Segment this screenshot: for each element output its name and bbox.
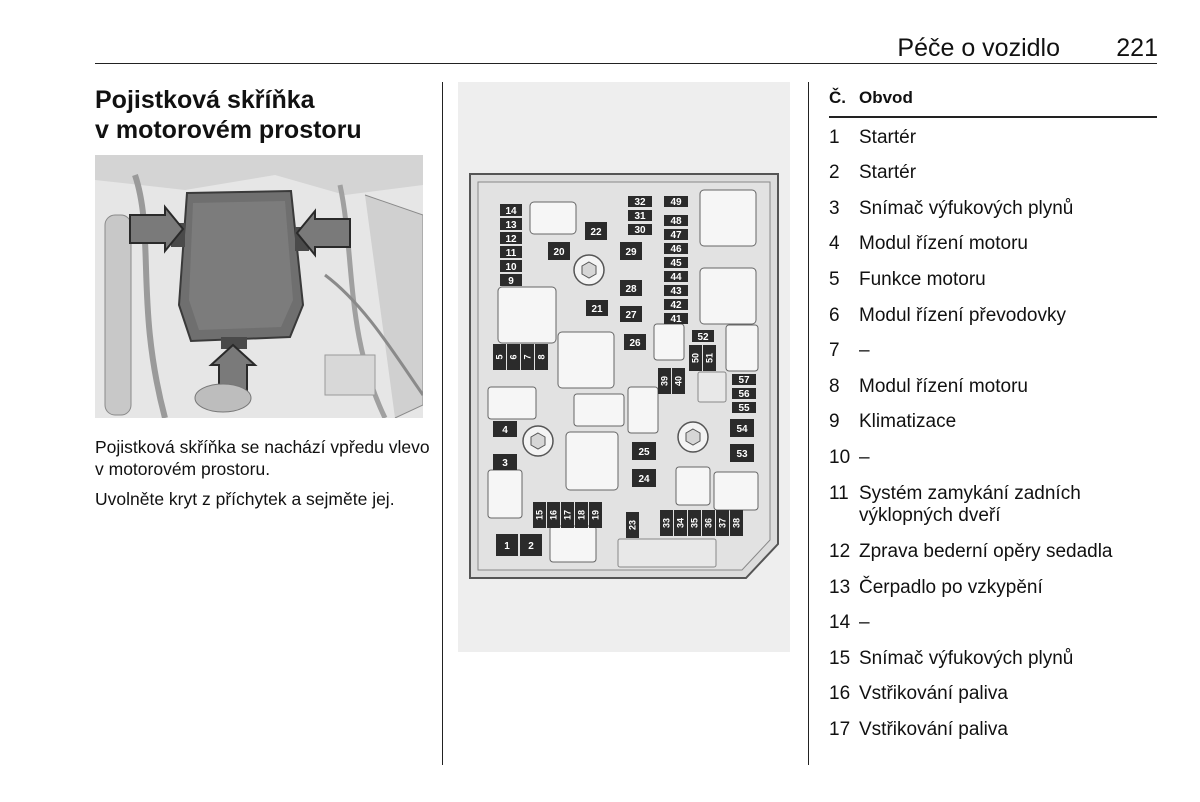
fuse-label: 32 [634, 197, 646, 208]
section-title-line1: Pojistková skříňka [95, 86, 315, 114]
row-number: 4 [829, 233, 840, 254]
running-header-title: Péče o vozidlo [897, 34, 1060, 62]
table-header-rule [829, 116, 1157, 118]
row-circuit: Klimatizace [859, 411, 957, 432]
table-header [829, 88, 1157, 114]
row-circuit: – [859, 340, 870, 361]
row-number: 16 [829, 683, 851, 704]
fuse-label: 55 [738, 403, 750, 414]
fuse-label: 14 [505, 206, 517, 217]
row-circuit: Vstřikování paliva [859, 683, 1008, 704]
row-circuit: Startér [859, 127, 917, 148]
relay-block [566, 432, 618, 490]
fuse-label: 20 [553, 247, 565, 258]
relay-block [550, 526, 596, 562]
row-number: 17 [829, 719, 851, 740]
page-number: 221 [1116, 34, 1158, 62]
fuse-label: 4 [502, 425, 508, 436]
fuse-label: 38 [731, 517, 742, 529]
fuse-label: 6 [508, 354, 519, 360]
paragraph-location: Pojistková skříňka se nachází vpředu vlevo v motorovém prostoru. [95, 437, 430, 479]
fuse-label: 43 [670, 286, 682, 297]
fuse-label: 37 [717, 517, 728, 529]
relay-block [530, 202, 576, 234]
row-circuit: Snímač výfukových plynů [859, 648, 1074, 669]
row-number: 15 [829, 648, 851, 669]
fuse-label: 31 [634, 211, 646, 222]
relay-block [628, 387, 658, 433]
fuse-label: 7 [522, 354, 533, 360]
fuse-label: 51 [704, 352, 715, 364]
relay-block [558, 332, 614, 388]
row-number: 7 [829, 340, 840, 361]
fuse-label: 56 [738, 389, 750, 400]
row-circuit: Zprava bederní opěry sedadla [859, 541, 1113, 562]
fuse-label: 49 [670, 197, 682, 208]
engine-bay-photo [95, 155, 423, 418]
fuse-label: 40 [673, 375, 684, 387]
table-header-circuit: Obvod [859, 88, 913, 107]
fuse-label: 57 [738, 375, 750, 386]
fuse-label: 44 [670, 272, 682, 283]
row-number: 8 [829, 376, 840, 397]
row-number: 13 [829, 577, 851, 598]
fuse-label: 47 [670, 230, 682, 241]
relay-block [676, 467, 710, 505]
fuse-label: 5 [494, 354, 505, 360]
fuse-label: 30 [634, 225, 646, 236]
row-number: 5 [829, 269, 840, 290]
row-number: 6 [829, 305, 840, 326]
fuse-label: 36 [703, 517, 714, 529]
relay-block [726, 325, 758, 371]
relay-block [700, 190, 756, 246]
relay-block [488, 470, 522, 518]
maxi-fuse-bank [618, 539, 716, 567]
fuse-label: 53 [736, 449, 748, 460]
relay-block [714, 472, 758, 510]
fuse-label: 39 [659, 375, 670, 387]
fuse-label: 48 [670, 216, 682, 227]
fuse-label: 15 [534, 509, 545, 521]
fuse-label: 50 [690, 352, 701, 364]
fuse-label: 29 [625, 247, 637, 258]
row-number: 14 [829, 612, 851, 633]
fuse-label: 21 [591, 304, 603, 315]
row-circuit: Modul řízení převodovky [859, 305, 1066, 326]
column-divider-right [808, 82, 809, 765]
fuse-label: 11 [505, 248, 517, 259]
row-circuit: Modul řízení motoru [859, 233, 1028, 254]
row-circuit: Snímač výfukových plynů [859, 198, 1074, 219]
row-number: 10 [829, 447, 851, 468]
fuse-label: 23 [627, 519, 638, 531]
fuse-label: 42 [670, 300, 682, 311]
row-circuit: – [859, 447, 870, 468]
row-circuit: Funkce motoru [859, 269, 986, 290]
fuse-box-diagram [458, 82, 790, 652]
fuse-label: 17 [562, 509, 573, 521]
fuse-label: 9 [508, 276, 514, 287]
fuse-label: 33 [661, 517, 672, 529]
fuse-label: 18 [576, 509, 587, 521]
header-divider [95, 63, 1157, 64]
fuse-label: 27 [625, 310, 637, 321]
fuse-label: 2 [528, 541, 534, 552]
row-circuit: Vstřikování paliva [859, 719, 1008, 740]
fuse-label: 3 [502, 458, 508, 469]
fuse-label: 10 [505, 262, 517, 273]
row-circuit: Čerpadlo po vzkypění [859, 577, 1043, 598]
fuse-label: 54 [736, 424, 748, 435]
row-number: 9 [829, 411, 840, 432]
row-circuit: – [859, 612, 870, 633]
relay-block [488, 387, 536, 419]
relay-block [498, 287, 556, 343]
fuse-label: 46 [670, 244, 682, 255]
fuse-label: 28 [625, 284, 637, 295]
row-number: 3 [829, 198, 840, 219]
column-divider-left [442, 82, 443, 765]
row-circuit: Modul řízení motoru [859, 376, 1028, 397]
fuse-label: 26 [629, 338, 641, 349]
fuse-label: 35 [689, 517, 700, 529]
fuse-label: 8 [536, 354, 547, 360]
row-number: 11 [829, 483, 849, 504]
row-number: 12 [829, 541, 851, 562]
row-circuit: Systém zamykání zadních výklopných dveří [859, 483, 1081, 526]
fuse-label: 1 [504, 541, 510, 552]
relay-block [700, 268, 756, 324]
fuse-label: 24 [638, 474, 650, 485]
fuse-label: 52 [697, 332, 709, 343]
maxi-fuse-bank [698, 372, 726, 402]
fuse-label: 41 [670, 314, 682, 325]
fuse-label: 22 [590, 227, 602, 238]
row-number: 1 [829, 127, 840, 148]
section-title [95, 85, 435, 145]
fuse-label: 12 [505, 234, 517, 245]
fuse-label: 13 [505, 220, 517, 231]
relay-block [654, 324, 684, 360]
table-header-number: Č. [829, 88, 846, 107]
relay-block [574, 394, 624, 426]
section-title-line2: v motorovém prostoru [95, 116, 362, 144]
fuse-label: 16 [548, 509, 559, 521]
fuse-label: 34 [675, 517, 686, 529]
row-circuit: Startér [859, 162, 917, 183]
fuse-label: 25 [638, 447, 650, 458]
fuse-label: 45 [670, 258, 682, 269]
fuse-label: 19 [590, 509, 601, 521]
row-number: 2 [829, 162, 840, 183]
paragraph-instruction: Uvolněte kryt z příchytek a sejměte jej. [95, 489, 395, 509]
